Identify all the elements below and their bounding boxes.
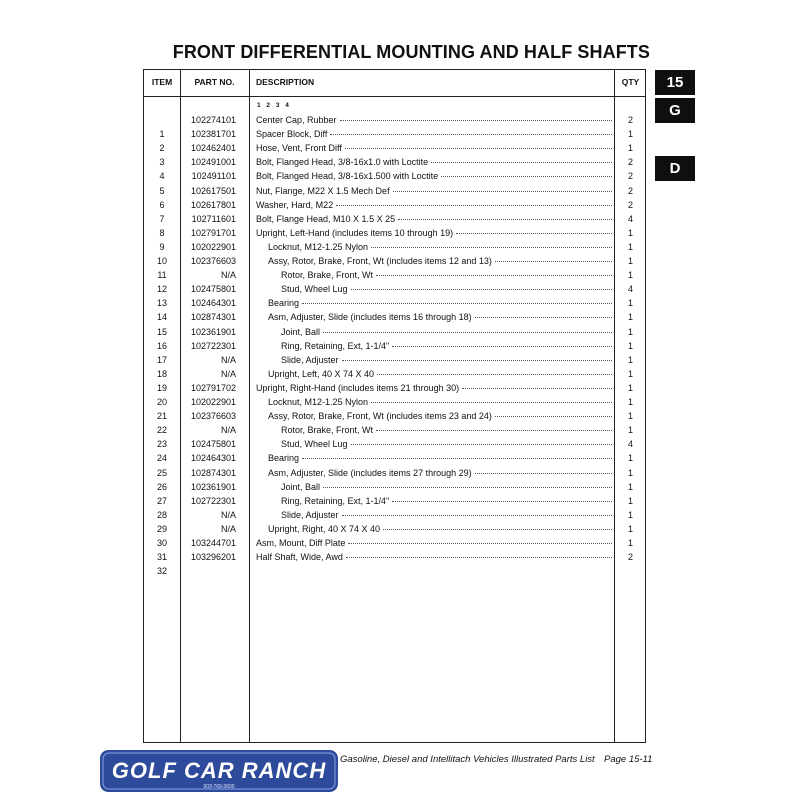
dot-leader	[376, 275, 612, 276]
item-number: 21	[156, 411, 167, 422]
table-row	[144, 438, 645, 451]
description-cell	[256, 495, 614, 508]
part-number: 102491001	[190, 157, 236, 168]
item-number: 6	[159, 199, 165, 210]
item-number: 7	[159, 213, 165, 224]
quantity: 2	[627, 552, 633, 563]
part-number: 102791702	[190, 382, 236, 393]
part-number: N/A	[220, 270, 236, 281]
dot-leader	[342, 360, 612, 361]
description-cell	[256, 227, 614, 240]
description-cell	[256, 297, 614, 310]
description-cell	[256, 156, 614, 169]
table-row	[144, 551, 645, 564]
golf-car-ranch-logo	[100, 750, 338, 792]
dot-leader	[340, 120, 612, 121]
description-cell	[256, 185, 614, 198]
quantity: 1	[627, 453, 633, 464]
dot-leader	[376, 430, 612, 431]
table-row	[144, 269, 645, 282]
part-number: N/A	[220, 368, 236, 379]
item-number: 28	[156, 509, 167, 520]
part-number: 103244701	[190, 538, 236, 548]
header-part-no: PART NO.	[194, 77, 235, 87]
item-number: 13	[156, 298, 167, 309]
quantity: 2	[627, 185, 633, 196]
table-row	[144, 495, 645, 508]
description-text: Nut, Flange, M22 X 1.5 Mech Def	[256, 185, 390, 196]
item-number: 12	[156, 284, 167, 295]
description-cell	[256, 467, 614, 480]
dot-leader	[383, 529, 612, 530]
quantity: 1	[627, 270, 633, 281]
item-number: 23	[156, 439, 167, 450]
table-row	[144, 142, 645, 155]
description-cell	[256, 326, 614, 339]
quantity: 1	[627, 241, 633, 252]
description-text: Locknut, M12-1.25 Nylon	[268, 397, 369, 407]
dot-leader	[330, 134, 612, 135]
table-row	[144, 255, 645, 268]
description-cell	[256, 114, 614, 127]
part-number: 102491101	[191, 171, 236, 182]
description-text: Locknut, M12-1.25 Nylon	[268, 241, 369, 252]
description-text: Slide, Adjuster	[281, 509, 339, 520]
quantity: 4	[627, 439, 633, 450]
part-number: 102791701	[190, 227, 236, 238]
section-tab-d: D	[655, 156, 695, 181]
table-row	[144, 368, 645, 381]
dot-leader	[348, 543, 612, 544]
dot-leader	[342, 515, 612, 516]
part-number: 102475801	[190, 284, 236, 295]
header-qty: QTY	[621, 77, 640, 87]
quantity: 1	[627, 538, 633, 548]
section-tab-g: G	[655, 98, 695, 123]
item-number: 3	[159, 157, 165, 168]
quantity: 1	[627, 382, 633, 393]
table-row	[144, 170, 645, 183]
item-number: 29	[156, 523, 167, 534]
quantity: 1	[627, 143, 633, 154]
part-number: 102361901	[190, 481, 236, 492]
quantity: 1	[627, 425, 633, 436]
dot-leader	[475, 317, 612, 318]
description-text: Bolt, Flange Head, M10 X 1.5 X 25	[256, 213, 396, 224]
description-cell	[256, 551, 614, 564]
description-cell	[256, 452, 614, 465]
description-text: Assy, Rotor, Brake, Front, Wt (includes items 12 and 13)	[268, 256, 492, 266]
section-tab-15: 15	[655, 70, 695, 95]
description-text: Half Shaft, Wide, Awd	[256, 552, 343, 563]
indent-level-markers: 1 2 3 4	[257, 102, 291, 109]
table-row	[144, 396, 645, 409]
description-text: Upright, Right, 40 X 74 X 40	[268, 523, 381, 534]
dot-leader	[323, 487, 612, 488]
quantity: 1	[627, 227, 633, 238]
item-number: 9	[159, 241, 165, 252]
table-row	[144, 523, 645, 536]
description-text: Joint, Ball	[281, 326, 321, 337]
description-cell	[256, 537, 614, 550]
part-number: 102381701	[190, 129, 236, 140]
dot-leader	[377, 374, 612, 375]
header-description: DESCRIPTION	[256, 77, 315, 87]
description-cell	[256, 241, 614, 254]
description-text: Upright, Left-Hand (includes items 10 through 19)	[256, 227, 454, 238]
description-text: Spacer Block, Diff	[256, 129, 328, 140]
dot-leader	[371, 402, 612, 403]
description-cell	[256, 199, 614, 212]
description-cell	[256, 354, 614, 367]
part-number: 102722301	[190, 340, 236, 351]
table-row	[144, 565, 645, 578]
description-text: Bearing	[268, 453, 300, 464]
quantity: 2	[627, 171, 633, 182]
item-number: 20	[156, 397, 167, 407]
quantity: 1	[627, 397, 633, 407]
description-cell	[256, 213, 614, 226]
quantity: 2	[627, 199, 633, 210]
description-text: Asm, Adjuster, Slide (includes items 16 through 18)	[268, 312, 472, 323]
part-number: 102722301	[190, 495, 236, 506]
part-number: 102361901	[190, 326, 236, 337]
dot-leader	[346, 557, 612, 558]
table-row	[144, 185, 645, 198]
table-row	[144, 114, 645, 127]
footer-page-number: Page 15-11	[604, 754, 653, 765]
item-number: 1	[159, 129, 165, 140]
item-number: 14	[156, 312, 167, 323]
description-text: Bolt, Flanged Head, 3/8-16x1.500 with Loctite	[256, 171, 439, 182]
table-row	[144, 481, 645, 494]
table-row	[144, 354, 645, 367]
part-number: 102462401	[190, 143, 236, 154]
description-cell	[256, 438, 614, 451]
description-text: Bolt, Flanged Head, 3/8-16x1.0 with Loctite	[256, 157, 429, 168]
item-number: 16	[156, 340, 167, 351]
description-text: Washer, Hard, M22	[256, 199, 334, 210]
quantity: 1	[627, 509, 633, 520]
dot-leader	[393, 191, 612, 192]
item-number: 4	[159, 171, 165, 182]
description-text: Hose, Vent, Front Diff	[256, 143, 342, 154]
description-cell	[256, 269, 614, 282]
table-row	[144, 283, 645, 296]
dot-leader	[495, 416, 612, 417]
table-row	[144, 311, 645, 324]
quantity: 1	[627, 354, 633, 365]
description-cell	[256, 382, 614, 395]
part-number: 102274101	[190, 115, 236, 125]
dot-leader	[495, 261, 612, 262]
item-number: 32	[156, 566, 167, 577]
quantity: 2	[627, 157, 633, 168]
description-text: Bearing	[268, 298, 300, 309]
header-item: ITEM	[151, 77, 173, 87]
item-number: 2	[159, 143, 165, 154]
svg-text:903-769-3600: 903-769-3600	[203, 784, 235, 790]
description-cell	[256, 340, 614, 353]
dot-leader	[431, 162, 612, 163]
description-text: Asm, Mount, Diff Plate	[256, 538, 346, 548]
header-divider	[144, 96, 645, 97]
item-number: 8	[159, 227, 165, 238]
table-row	[144, 340, 645, 353]
description-text: Joint, Ball	[281, 481, 321, 492]
table-row	[144, 537, 645, 550]
dot-leader	[392, 501, 612, 502]
quantity: 1	[627, 411, 633, 422]
dot-leader	[392, 346, 612, 347]
dot-leader	[351, 289, 612, 290]
part-number: 102874301	[190, 467, 236, 478]
quantity: 1	[627, 312, 633, 323]
dot-leader	[371, 247, 612, 248]
item-number: 19	[156, 382, 167, 393]
quantity: 1	[627, 256, 633, 266]
dot-leader	[462, 388, 612, 389]
item-number: 26	[156, 481, 167, 492]
table-row	[144, 213, 645, 226]
quantity: 1	[627, 467, 633, 478]
description-cell	[256, 170, 614, 183]
part-number: 102874301	[190, 312, 236, 323]
quantity: 1	[627, 368, 633, 379]
description-cell	[256, 424, 614, 437]
table-row	[144, 452, 645, 465]
dot-leader	[323, 332, 612, 333]
table-row	[144, 227, 645, 240]
quantity: 4	[627, 213, 633, 224]
description-text: Upright, Right-Hand (includes items 21 through 30)	[256, 382, 460, 393]
part-number: 103296201	[190, 552, 236, 563]
page-title: FRONT DIFFERENTIAL MOUNTING AND HALF SHAFTS	[172, 42, 650, 62]
part-number: N/A	[220, 509, 236, 520]
dot-leader	[351, 444, 612, 445]
item-number: 17	[156, 354, 167, 365]
description-cell	[256, 410, 614, 423]
description-cell	[256, 481, 614, 494]
description-text: Assy, Rotor, Brake, Front, Wt (includes items 23 and 24)	[268, 411, 492, 422]
table-row	[144, 156, 645, 169]
part-number: 102475801	[190, 439, 236, 450]
description-cell	[256, 368, 614, 381]
item-number: 15	[156, 326, 167, 337]
item-number: 10	[156, 256, 167, 266]
description-text: Stud, Wheel Lug	[281, 439, 348, 450]
description-cell	[256, 142, 614, 155]
dot-leader	[302, 303, 612, 304]
description-cell	[256, 509, 614, 522]
table-row	[144, 382, 645, 395]
description-cell	[256, 396, 614, 409]
table-row	[144, 297, 645, 310]
svg-text:GOLF CAR RANCH: GOLF CAR RANCH	[111, 758, 327, 783]
description-cell	[256, 255, 614, 268]
item-number: 24	[156, 453, 167, 464]
description-text: Upright, Left, 40 X 74 X 40	[268, 368, 375, 379]
description-cell	[256, 128, 614, 141]
description-cell	[256, 523, 614, 536]
description-text: Rotor, Brake, Front, Wt	[281, 425, 374, 436]
description-text: Rotor, Brake, Front, Wt	[281, 270, 374, 281]
item-number: 31	[156, 552, 167, 563]
part-number: 102617501	[190, 185, 236, 196]
dot-leader	[475, 473, 612, 474]
quantity: 4	[627, 284, 633, 295]
item-number: 27	[156, 495, 167, 506]
quantity: 1	[627, 129, 633, 140]
dot-leader	[336, 205, 612, 206]
part-number: 102022901	[190, 397, 236, 407]
description-cell	[256, 311, 614, 324]
quantity: 1	[627, 481, 633, 492]
description-text: Stud, Wheel Lug	[281, 284, 348, 295]
dot-leader	[398, 219, 612, 220]
description-text: Slide, Adjuster	[281, 354, 339, 365]
dot-leader	[456, 233, 612, 234]
description-text: Center Cap, Rubber	[256, 115, 337, 125]
table-row	[144, 326, 645, 339]
table-row	[144, 410, 645, 423]
quantity: 1	[627, 340, 633, 351]
part-number: N/A	[220, 425, 236, 436]
part-number: 102711601	[191, 213, 236, 224]
description-text: Ring, Retaining, Ext, 1-1/4"	[281, 340, 390, 351]
item-number: 5	[159, 185, 165, 196]
item-number: 22	[156, 425, 167, 436]
table-row	[144, 128, 645, 141]
description-cell	[256, 283, 614, 296]
item-number: 11	[157, 270, 167, 281]
item-number: 30	[156, 538, 167, 548]
quantity: 1	[627, 326, 633, 337]
part-number: 102376603	[190, 256, 236, 266]
table-row	[144, 199, 645, 212]
part-number: 102376603	[190, 411, 236, 422]
quantity: 2	[627, 115, 633, 125]
part-number: 102464301	[190, 453, 236, 464]
dot-leader	[441, 176, 612, 177]
table-row	[144, 241, 645, 254]
table-row	[144, 467, 645, 480]
part-number: 102617801	[190, 199, 236, 210]
quantity: 1	[627, 298, 633, 309]
part-number: 102022901	[190, 241, 236, 252]
quantity: 1	[627, 495, 633, 506]
table-row	[144, 509, 645, 522]
item-number: 18	[156, 368, 167, 379]
dot-leader	[345, 148, 612, 149]
part-number: 102464301	[190, 298, 236, 309]
part-number: N/A	[220, 523, 236, 534]
parts-table	[143, 69, 646, 743]
dot-leader	[302, 458, 612, 459]
table-row	[144, 424, 645, 437]
description-text: Ring, Retaining, Ext, 1-1/4"	[281, 495, 390, 506]
description-text: Asm, Adjuster, Slide (includes items 27 through 29)	[268, 467, 472, 478]
part-number: N/A	[220, 354, 236, 365]
quantity: 1	[627, 523, 633, 534]
item-number: 25	[156, 467, 167, 478]
footer-manual-title: Gasoline, Diesel and Intellitach Vehicles Illustrated Parts List	[340, 754, 595, 765]
